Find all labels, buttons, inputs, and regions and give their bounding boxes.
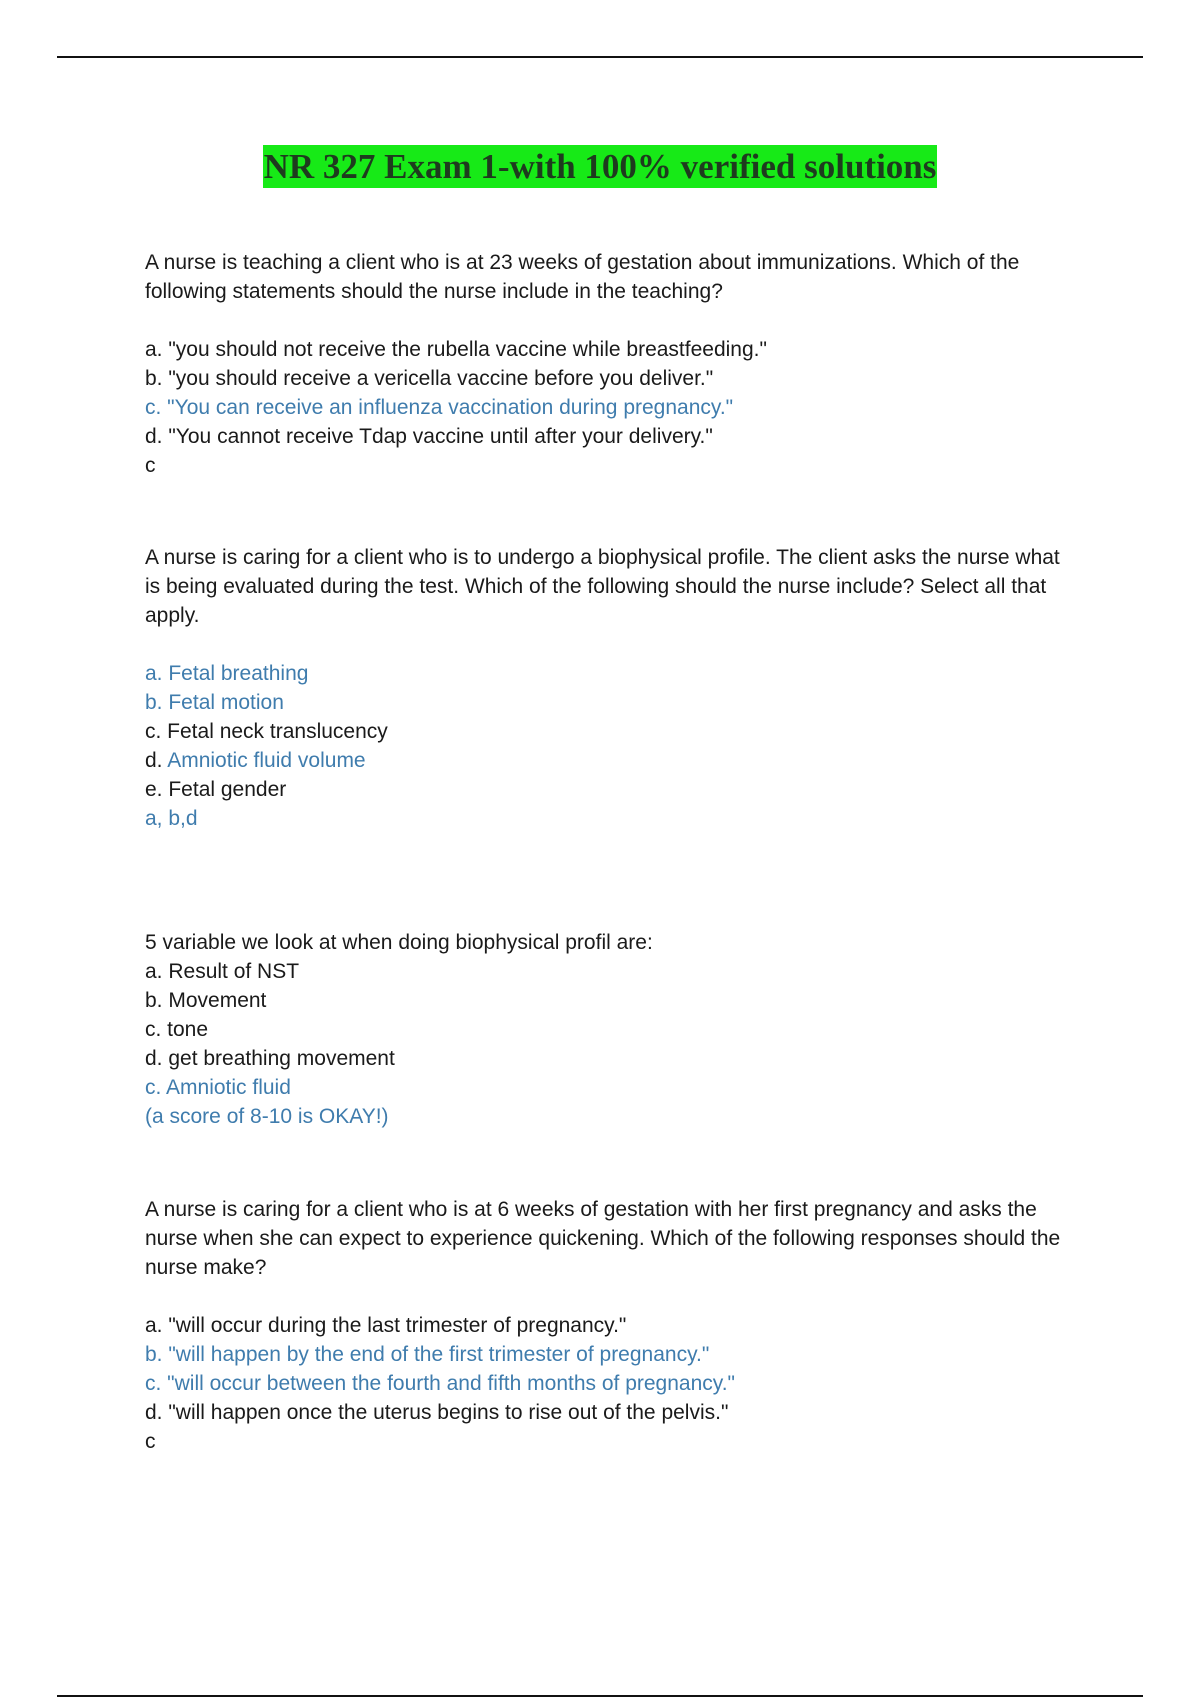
question-4-stem: A nurse is caring for a client who is at 6 weeks of gestation with her first pregnancy and asks the nurse when she can expect to experience quickening. Which of the following responses should the nurse make? — [145, 1198, 1061, 1279]
question-4-answer: c — [145, 1430, 156, 1453]
question-2-stem: A nurse is caring for a client who is to undergo a biophysical profile. The client asks the nurse what is being evaluated during the test. Which of the following should the nurse include? Select all that apply. — [145, 546, 1060, 627]
question-3-item-d: d. get breathing movement — [145, 1047, 395, 1070]
question-1 — [145, 248, 1065, 480]
question-4-option-b: b. "will happen by the end of the first trimester of pregnancy." — [145, 1343, 710, 1366]
question-3 — [145, 928, 1065, 1131]
question-1-answer: c — [145, 454, 156, 477]
question-4-option-c: c. "will occur between the fourth and fifth months of pregnancy." — [145, 1372, 735, 1395]
question-2-option-a: a. Fetal breathing — [145, 662, 309, 685]
question-3-item-a: a. Result of NST — [145, 960, 300, 983]
question-2 — [145, 543, 1065, 833]
question-2-option-b: b. Fetal motion — [145, 691, 284, 714]
top-rule — [57, 56, 1143, 58]
question-2-option-c: c. Fetal neck translucency — [145, 720, 388, 743]
question-1-option-b: b. "you should receive a vericella vaccine before you deliver." — [145, 367, 714, 390]
question-2-option-d — [145, 746, 1065, 775]
question-4-option-d: d. "will happen once the uterus begins to rise out of the pelvis." — [145, 1401, 729, 1424]
question-4 — [145, 1195, 1065, 1456]
question-1-option-a: a. "you should not receive the rubella vaccine while breastfeeding." — [145, 338, 767, 361]
question-1-option-c: c. "You can receive an influenza vaccination during pregnancy." — [145, 396, 734, 419]
question-2-option-d-prefix: d. — [145, 749, 168, 772]
question-4-option-a: a. "will occur during the last trimester of pregnancy." — [145, 1314, 627, 1337]
question-2-option-d-text: Amniotic fluid volume — [167, 749, 366, 772]
question-2-answer: a, b,d — [145, 807, 198, 830]
title-block — [0, 145, 1200, 188]
question-3-item-c: c. tone — [145, 1018, 209, 1041]
question-3-item-b: b. Movement — [145, 989, 267, 1012]
question-1-option-d: d. "You cannot receive Tdap vaccine until after your delivery." — [145, 425, 713, 448]
question-3-score-note: (a score of 8-10 is OKAY!) — [145, 1105, 389, 1128]
document-title: NR 327 Exam 1-with 100% verified solutions — [263, 147, 937, 186]
question-3-item-e: c. Amniotic fluid — [145, 1076, 291, 1099]
question-2-option-e: e. Fetal gender — [145, 778, 287, 801]
question-1-stem: A nurse is teaching a client who is at 23 weeks of gestation about immunizations. Which of the following statements should the nurse include in the teaching? — [145, 251, 1020, 303]
bottom-rule — [57, 1695, 1143, 1697]
question-3-stem: 5 variable we look at when doing biophysical profil are: — [145, 931, 653, 954]
